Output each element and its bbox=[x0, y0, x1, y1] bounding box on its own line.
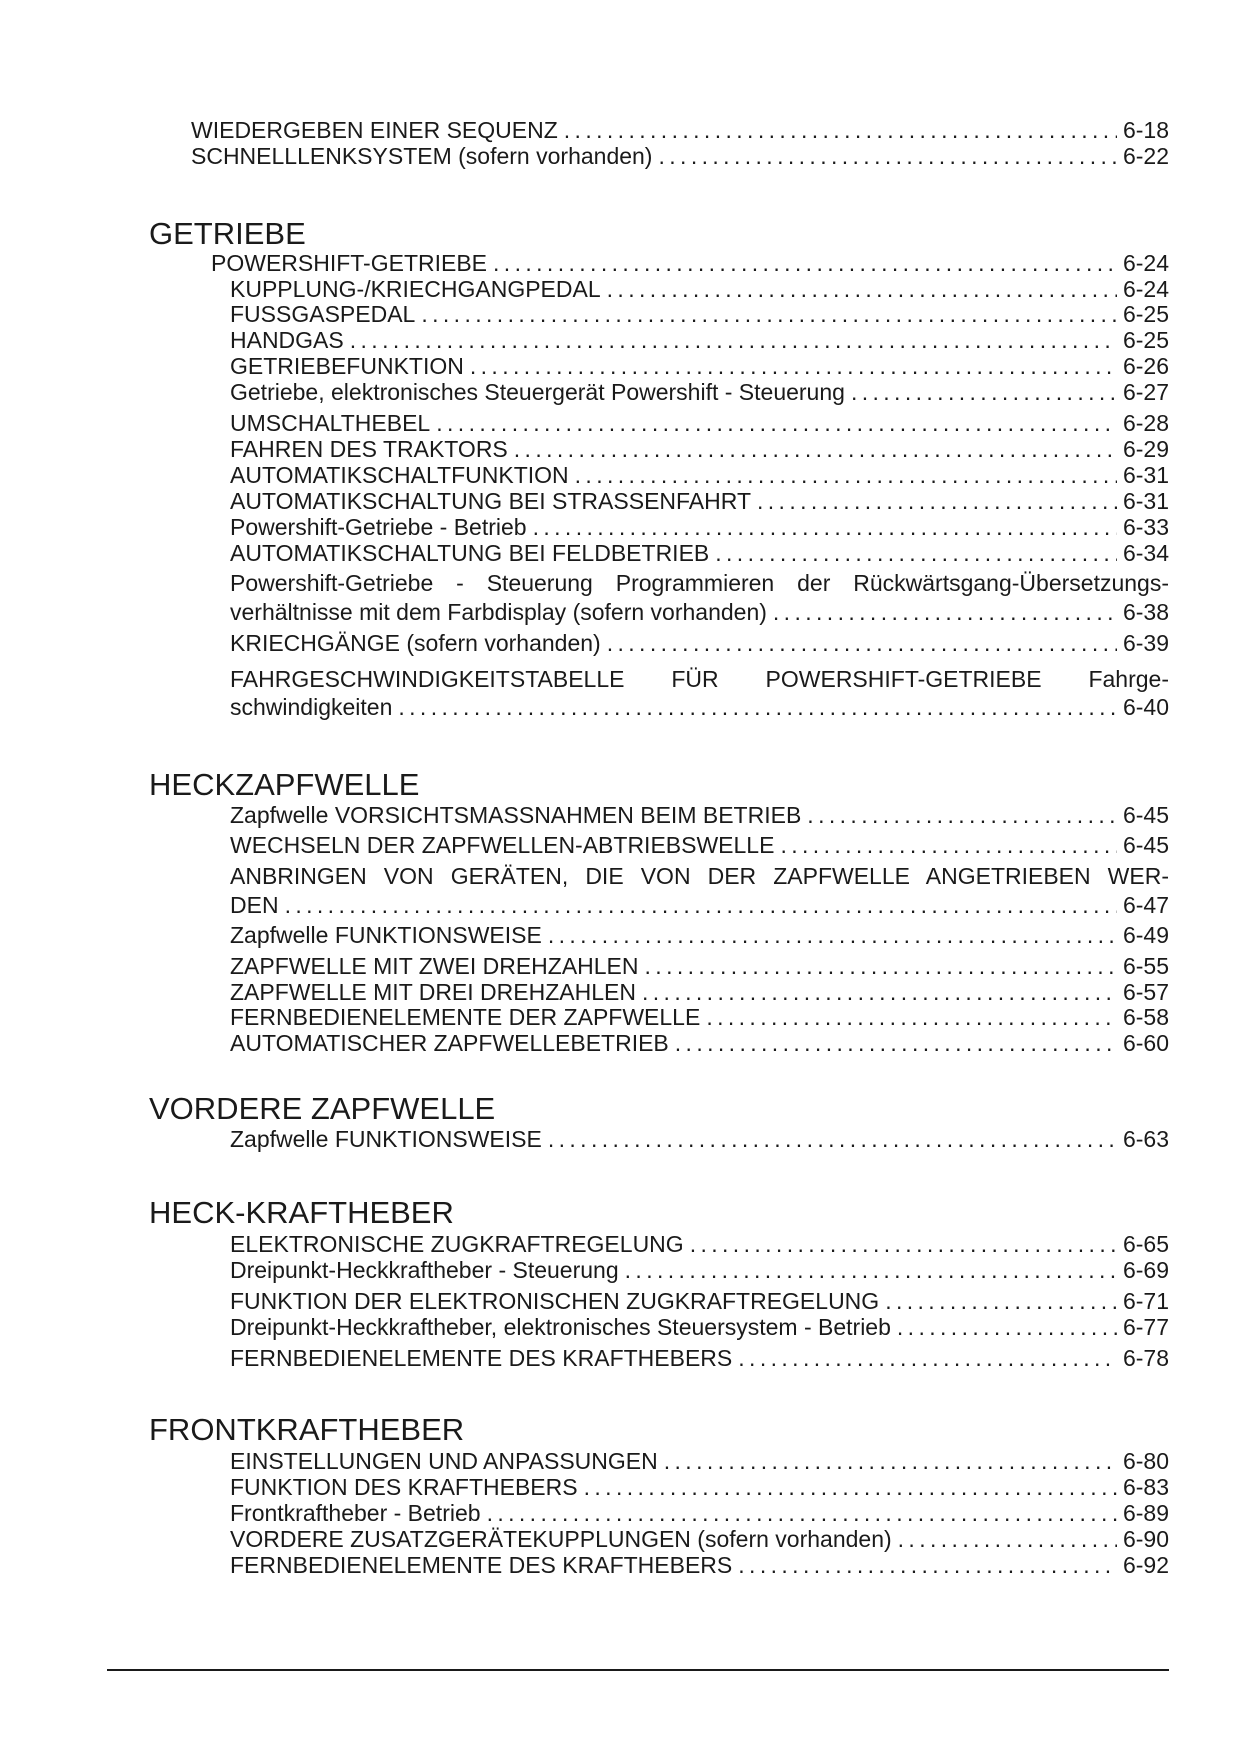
toc-leader bbox=[487, 1500, 1117, 1526]
toc-entry-page: 6-45 bbox=[1122, 832, 1169, 858]
toc-entry-page: 6-34 bbox=[1122, 540, 1169, 566]
toc-leader bbox=[897, 1314, 1117, 1340]
toc-leader bbox=[885, 1288, 1117, 1314]
toc-leader bbox=[738, 1552, 1117, 1578]
toc-entry-title: FUNKTION DER ELEKTRONISCHEN ZUGKRAFTREGELUNG bbox=[230, 1288, 880, 1314]
toc-entry-title: schwindigkeiten bbox=[230, 694, 393, 720]
toc-entry[interactable] bbox=[230, 694, 1169, 720]
toc-entry[interactable] bbox=[230, 832, 1169, 858]
toc-leader bbox=[421, 301, 1117, 327]
toc-entry-page: 6-24 bbox=[1122, 276, 1169, 302]
toc-entry-title: WECHSELN DER ZAPFWELLEN-ABTRIEBSWELLE bbox=[230, 832, 775, 858]
toc-entry[interactable] bbox=[230, 979, 1169, 1005]
toc-entry[interactable] bbox=[230, 1526, 1169, 1552]
toc-leader bbox=[584, 1474, 1117, 1500]
toc-leader bbox=[773, 599, 1117, 625]
toc-entry-title: UMSCHALTHEBEL bbox=[230, 410, 431, 436]
toc-leader bbox=[285, 892, 1117, 918]
toc-entry[interactable] bbox=[230, 327, 1169, 353]
toc-entry-title: KRIECHGÄNGE (sofern vorhanden) bbox=[230, 630, 601, 656]
toc-leader bbox=[645, 953, 1117, 979]
toc-entry-page: 6-89 bbox=[1122, 1500, 1169, 1526]
toc-entry-page: 6-78 bbox=[1122, 1345, 1169, 1371]
toc-leader bbox=[675, 1030, 1117, 1056]
toc-entry[interactable] bbox=[230, 1257, 1169, 1283]
toc-leader bbox=[738, 1345, 1117, 1371]
toc-entry[interactable] bbox=[191, 117, 1169, 143]
toc-entry-page: 6-77 bbox=[1122, 1314, 1169, 1340]
toc-entry-title: Frontkraftheber - Betrieb bbox=[230, 1500, 481, 1526]
toc-entry[interactable] bbox=[230, 410, 1169, 436]
toc-leader bbox=[851, 379, 1117, 405]
toc-entry-page: 6-25 bbox=[1122, 301, 1169, 327]
toc-entry[interactable] bbox=[230, 1126, 1169, 1152]
toc-entry[interactable] bbox=[230, 301, 1169, 327]
section-heading: VORDERE ZAPFWELLE bbox=[149, 1091, 496, 1126]
toc-entry[interactable] bbox=[230, 892, 1169, 918]
section-heading: GETRIEBE bbox=[149, 216, 306, 251]
toc-leader bbox=[757, 488, 1117, 514]
toc-entry-title: SCHNELLLENKSYSTEM (sofern vorhanden) bbox=[191, 143, 653, 169]
toc-entry[interactable] bbox=[230, 1004, 1169, 1030]
toc-entry-page: 6-60 bbox=[1122, 1030, 1169, 1056]
toc-entry-title: verhältnisse mit dem Farbdisplay (sofern vorhanden) bbox=[230, 599, 767, 625]
toc-leader bbox=[898, 1526, 1117, 1552]
toc-entry[interactable] bbox=[230, 1231, 1169, 1257]
toc-leader bbox=[607, 276, 1117, 302]
toc-entry-page: 6-40 bbox=[1122, 694, 1169, 720]
toc-leader bbox=[533, 514, 1117, 540]
toc-leader bbox=[514, 436, 1117, 462]
toc-entry-title: FERNBEDIENELEMENTE DER ZAPFWELLE bbox=[230, 1004, 701, 1030]
section-heading: HECK-KRAFTHEBER bbox=[149, 1195, 454, 1230]
toc-entry-page: 6-31 bbox=[1122, 488, 1169, 514]
toc-entry-page: 6-58 bbox=[1122, 1004, 1169, 1030]
toc-entry[interactable] bbox=[230, 540, 1169, 566]
toc-entry-title: Zapfwelle VORSICHTSMASSNAHMEN BEIM BETRIEB bbox=[230, 802, 802, 828]
toc-entry[interactable] bbox=[230, 599, 1169, 625]
toc-entry[interactable] bbox=[230, 1500, 1169, 1526]
toc-entry[interactable] bbox=[230, 436, 1169, 462]
toc-entry[interactable] bbox=[211, 250, 1169, 276]
toc-entry-page: 6-47 bbox=[1122, 892, 1169, 918]
toc-leader bbox=[470, 353, 1117, 379]
toc-leader bbox=[575, 462, 1117, 488]
toc-entry-page: 6-18 bbox=[1122, 117, 1169, 143]
toc-entry[interactable] bbox=[230, 353, 1169, 379]
toc-entry-title: AUTOMATIKSCHALTFUNKTION bbox=[230, 462, 569, 488]
toc-entry-title: Zapfwelle FUNKTIONSWEISE bbox=[230, 922, 542, 948]
toc-entry-title: WIEDERGEBEN EINER SEQUENZ bbox=[191, 117, 558, 143]
toc-leader bbox=[807, 802, 1117, 828]
toc-entry-title: FUSSGASPEDAL bbox=[230, 301, 416, 327]
toc-entry-page: 6-29 bbox=[1122, 436, 1169, 462]
footer-divider bbox=[107, 1669, 1169, 1671]
toc-entry-page: 6-39 bbox=[1122, 630, 1169, 656]
toc-entry-page: 6-27 bbox=[1122, 379, 1169, 405]
toc-leader bbox=[664, 1448, 1117, 1474]
toc-entry-title: FUNKTION DES KRAFTHEBERS bbox=[230, 1474, 578, 1500]
toc-leader bbox=[658, 143, 1116, 169]
toc-leader bbox=[690, 1231, 1117, 1257]
toc-entry-title: AUTOMATISCHER ZAPFWELLEBETRIEB bbox=[230, 1030, 669, 1056]
toc-entry-title: ELEKTRONISCHE ZUGKRAFTREGELUNG bbox=[230, 1231, 684, 1257]
toc-entry-page: 6-45 bbox=[1122, 802, 1169, 828]
toc-entry-page: 6-69 bbox=[1122, 1257, 1169, 1283]
toc-entry-page: 6-33 bbox=[1122, 514, 1169, 540]
toc-leader bbox=[715, 540, 1117, 566]
toc-entry-page: 6-71 bbox=[1122, 1288, 1169, 1314]
toc-entry-title: POWERSHIFT-GETRIEBE bbox=[211, 250, 488, 276]
toc-entry-title: Zapfwelle FUNKTIONSWEISE bbox=[230, 1126, 542, 1152]
toc-entry-title: Dreipunkt-Heckkraftheber, elektronisches Steuersystem - Betrieb bbox=[230, 1314, 891, 1340]
toc-entry-page: 6-80 bbox=[1122, 1448, 1169, 1474]
toc-leader bbox=[548, 1126, 1117, 1152]
toc-entry[interactable] bbox=[230, 514, 1169, 540]
toc-leader bbox=[564, 117, 1117, 143]
toc-entry-title: VORDERE ZUSATZGERÄTEKUPPLUNGEN (sofern vorhanden) bbox=[230, 1526, 892, 1552]
toc-entry-page: 6-38 bbox=[1122, 599, 1169, 625]
toc-entry-page: 6-55 bbox=[1122, 953, 1169, 979]
toc-entry-page: 6-83 bbox=[1122, 1474, 1169, 1500]
toc-leader bbox=[493, 250, 1117, 276]
toc-entry-title: Dreipunkt-Heckkraftheber - Steuerung bbox=[230, 1257, 619, 1283]
toc-entry[interactable] bbox=[230, 488, 1169, 514]
toc-entry-title: FERNBEDIENELEMENTE DES KRAFTHEBERS bbox=[230, 1345, 733, 1371]
toc-entry[interactable] bbox=[230, 1448, 1169, 1474]
toc-entry[interactable] bbox=[230, 1474, 1169, 1500]
toc-entry-title: HANDGAS bbox=[230, 327, 344, 353]
toc-entry-page: 6-28 bbox=[1122, 410, 1169, 436]
toc-entry-page: 6-90 bbox=[1122, 1526, 1169, 1552]
toc-entry-title: AUTOMATIKSCHALTUNG BEI STRASSENFAHRT bbox=[230, 488, 751, 514]
toc-leader bbox=[548, 922, 1117, 948]
toc-entry-title: Getriebe, elektronisches Steuergerät Powershift - Steuerung bbox=[230, 379, 845, 405]
toc-entry-title: EINSTELLUNGEN UND ANPASSUNGEN bbox=[230, 1448, 658, 1474]
toc-entry-page: 6-24 bbox=[1122, 250, 1169, 276]
toc-entry-page: 6-22 bbox=[1122, 143, 1169, 169]
toc-leader bbox=[398, 694, 1117, 720]
toc-entry[interactable] bbox=[230, 1288, 1169, 1314]
toc-entry[interactable] bbox=[230, 922, 1169, 948]
toc-entry[interactable] bbox=[230, 1345, 1169, 1371]
toc-entry[interactable] bbox=[230, 953, 1169, 979]
toc-entry-title: ZAPFWELLE MIT ZWEI DREHZAHLEN bbox=[230, 953, 639, 979]
toc-entry-line1: Powershift-Getriebe - Steuerung Programmieren der Rückwärtsgang-Übersetzungs- bbox=[230, 570, 1169, 596]
toc-entry-page: 6-26 bbox=[1122, 353, 1169, 379]
toc-entry-title: KUPPLUNG-/KRIECHGANGPEDAL bbox=[230, 276, 601, 302]
toc-entry-title: AUTOMATIKSCHALTUNG BEI FELDBETRIEB bbox=[230, 540, 710, 566]
toc-leader bbox=[625, 1257, 1117, 1283]
toc-entry-title: FERNBEDIENELEMENTE DES KRAFTHEBERS bbox=[230, 1552, 733, 1578]
toc-entry-page: 6-49 bbox=[1122, 922, 1169, 948]
toc-entry[interactable] bbox=[230, 379, 1169, 405]
toc-leader bbox=[436, 410, 1117, 436]
toc-entry[interactable] bbox=[230, 802, 1169, 828]
toc-entry-page: 6-25 bbox=[1122, 327, 1169, 353]
toc-entry-line1: FAHRGESCHWINDIGKEITSTABELLE FÜR POWERSHIFT-GETRIEBE Fahrge- bbox=[230, 666, 1169, 692]
toc-leader bbox=[350, 327, 1117, 353]
toc-leader bbox=[780, 832, 1117, 858]
section-heading: HECKZAPFWELLE bbox=[149, 767, 420, 802]
toc-entry[interactable] bbox=[230, 630, 1169, 656]
section-heading: FRONTKRAFTHEBER bbox=[149, 1412, 465, 1447]
toc-entry-line1: ANBRINGEN VON GERÄTEN, DIE VON DER ZAPFWELLE ANGETRIEBEN WER- bbox=[230, 863, 1169, 889]
toc-entry-title: GETRIEBEFUNKTION bbox=[230, 353, 464, 379]
toc-entry[interactable] bbox=[230, 1314, 1169, 1340]
toc-entry[interactable] bbox=[191, 143, 1169, 169]
toc-entry-title: Powershift-Getriebe - Betrieb bbox=[230, 514, 527, 540]
toc-entry-title: FAHREN DES TRAKTORS bbox=[230, 436, 508, 462]
toc-entry-title: DEN bbox=[230, 892, 279, 918]
toc-entry-page: 6-92 bbox=[1122, 1552, 1169, 1578]
toc-entry-page: 6-31 bbox=[1122, 462, 1169, 488]
toc-entry[interactable] bbox=[230, 1030, 1169, 1056]
toc-entry-page: 6-57 bbox=[1122, 979, 1169, 1005]
toc-leader bbox=[706, 1004, 1117, 1030]
toc-entry-page: 6-65 bbox=[1122, 1231, 1169, 1257]
toc-entry-page: 6-63 bbox=[1122, 1126, 1169, 1152]
toc-entry[interactable] bbox=[230, 1552, 1169, 1578]
toc-entry[interactable] bbox=[230, 462, 1169, 488]
toc-entry-title: ZAPFWELLE MIT DREI DREHZAHLEN bbox=[230, 979, 636, 1005]
toc-entry[interactable] bbox=[230, 276, 1169, 302]
toc-leader bbox=[642, 979, 1117, 1005]
toc-leader bbox=[607, 630, 1117, 656]
